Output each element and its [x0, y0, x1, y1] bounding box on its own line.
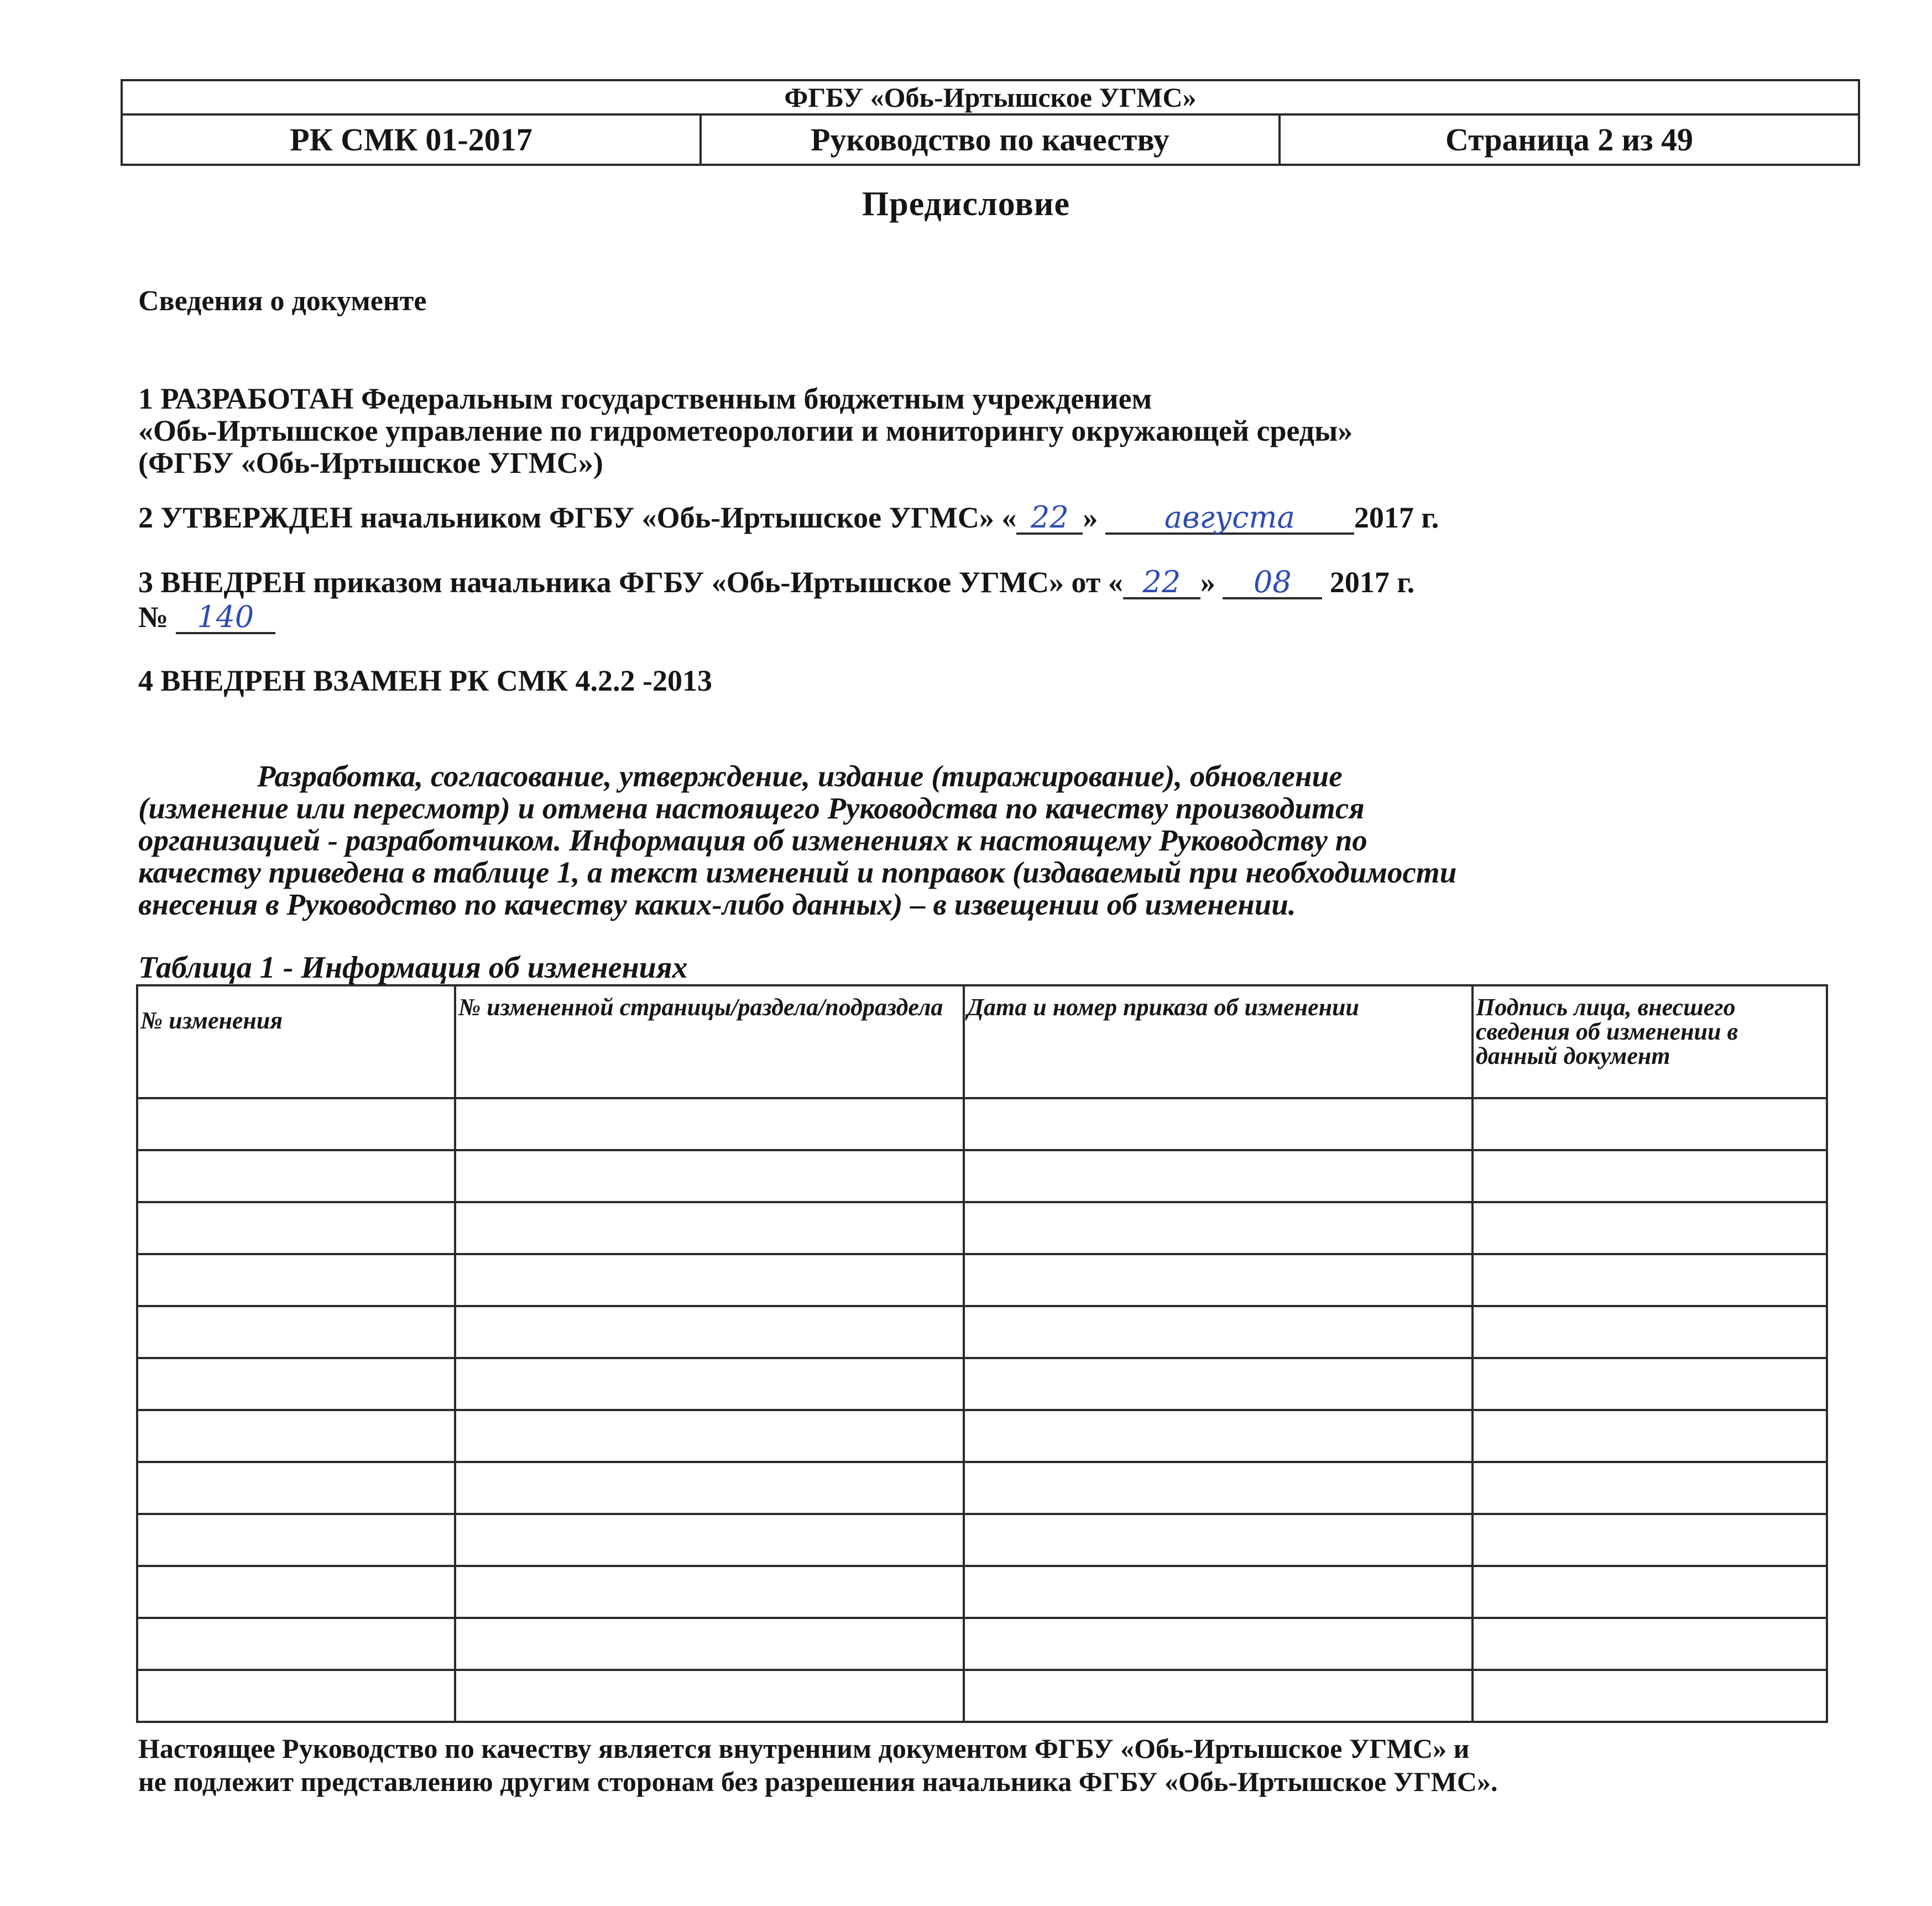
table-cell: [455, 1098, 964, 1150]
table-cell: [137, 1462, 455, 1514]
item3-prefix: 3 ВНЕДРЕН приказом начальника ФГБУ «Обь-Иртышское УГМС» от «: [138, 566, 1123, 599]
paragraph-line2: (изменение или пересмотр) и отмена настоящего Руководства по качеству производится: [138, 791, 1365, 825]
item2-day-handwritten: 22: [1016, 503, 1083, 535]
table-cell: [137, 1618, 455, 1670]
table-cell: [964, 1670, 1473, 1722]
table-cell: [964, 1410, 1473, 1462]
table-cell: [1473, 1098, 1827, 1150]
page-title: Предисловие: [862, 185, 1070, 223]
table-cell: [1473, 1202, 1827, 1254]
item3-implemented-line: [138, 565, 1414, 599]
column-header-order-date: Дата и номер приказа об изменении: [964, 985, 1473, 1098]
item3-number-handwritten: 140: [176, 602, 275, 634]
item2-quote: »: [1083, 501, 1098, 534]
table-row: [137, 1514, 1827, 1566]
table-cell: [455, 1254, 964, 1306]
table-cell: [1473, 1150, 1827, 1202]
item3-number-line: [138, 600, 275, 634]
item2-prefix: 2 УТВЕРЖДЕН начальником ФГБУ «Обь-Иртышское УГМС» «: [138, 501, 1017, 534]
footer-line2: не подлежит представлению другим сторонам без разрешения начальника ФГБУ «Обь-Иртышское УГМС».: [138, 1766, 1498, 1797]
document-code: РК СМК 01-2017: [122, 114, 701, 165]
paragraph-line5: внесения в Руководство по качеству каких-либо данных) – в извещении об изменении.: [138, 887, 1296, 921]
document-title: Руководство по качеству: [701, 114, 1280, 165]
paragraph-line4: качеству приведена в таблице 1, а текст изменений и поправок (издаваемый при необходимости: [138, 855, 1457, 889]
table-cell: [1473, 1410, 1827, 1462]
table-cell: [455, 1566, 964, 1618]
revision-info-paragraph: [138, 760, 1839, 921]
table-cell: [1473, 1618, 1827, 1670]
table-cell: [964, 1306, 1473, 1358]
table-cell: [1473, 1306, 1827, 1358]
table-row: [137, 1618, 1827, 1670]
table-cell: [137, 1098, 455, 1150]
table-cell: [455, 1618, 964, 1670]
item1-line1: 1 РАЗРАБОТАН Федеральным государственным бюджетным учреждением: [138, 382, 1152, 415]
table-cell: [1473, 1514, 1827, 1566]
table-cell: [455, 1202, 964, 1254]
footer-line1: Настоящее Руководство по качеству является внутренним документом ФГБУ «Обь-Иртышское УГМС» и: [138, 1733, 1470, 1764]
table-cell: [137, 1306, 455, 1358]
table-cell: [137, 1410, 455, 1462]
organization-name: ФГБУ «Обь-Иртышское УГМС»: [122, 80, 1859, 114]
table-cell: [455, 1514, 964, 1566]
table-cell: [455, 1358, 964, 1410]
confidentiality-note: [138, 1732, 1839, 1798]
table-cell: [455, 1306, 964, 1358]
item4-replaces: 4 ВНЕДРЕН ВЗАМЕН РК СМК 4.2.2 -2013: [138, 664, 712, 697]
column-header-changed-pages: № измененной страницы/раздела/подраздела: [455, 985, 964, 1098]
column-header-signature: Подпись лица, внесшего сведения об изменении в данный документ: [1473, 985, 1827, 1098]
item3-suffix: 2017 г.: [1329, 566, 1415, 599]
table-cell: [137, 1202, 455, 1254]
table-cell: [137, 1358, 455, 1410]
table-cell: [455, 1462, 964, 1514]
table-cell: [137, 1670, 455, 1722]
table-row: [137, 1254, 1827, 1306]
table-cell: [1473, 1566, 1827, 1618]
item3-day-handwritten: 22: [1123, 567, 1200, 599]
paragraph-line1: Разработка, согласование, утверждение, издание (тиражирование), обновление: [257, 759, 1343, 793]
table-cell: [137, 1254, 455, 1306]
item3-month-handwritten: 08: [1223, 567, 1322, 599]
table-cell: [964, 1566, 1473, 1618]
table-cell: [1473, 1462, 1827, 1514]
table-row: [137, 1410, 1827, 1462]
changes-table-header-row: [137, 985, 1827, 1098]
page-number: Страница 2 из 49: [1280, 114, 1859, 165]
section-heading: Сведения о документе: [138, 285, 427, 317]
item3-quote: »: [1200, 566, 1215, 599]
item3-number-label: №: [138, 600, 169, 634]
table-cell: [964, 1098, 1473, 1150]
table-cell: [455, 1150, 964, 1202]
table-cell: [455, 1410, 964, 1462]
table-row: [137, 1306, 1827, 1358]
table-row: [137, 1462, 1827, 1514]
table-caption: Таблица 1 - Информация об изменениях: [138, 951, 688, 985]
table-cell: [137, 1566, 455, 1618]
item2-approved-line: [138, 500, 1439, 535]
table-cell: [137, 1150, 455, 1202]
changes-table: [136, 984, 1828, 1723]
paragraph-line3: организацией - разработчиком. Информация об изменениях к настоящему Руководству по: [138, 823, 1367, 857]
document-header-table: [121, 79, 1860, 166]
column-header-change-number: № изменения: [137, 985, 455, 1098]
table-cell: [1473, 1254, 1827, 1306]
table-cell: [964, 1462, 1473, 1514]
item1-line2: «Обь-Иртышское управление по гидрометеорологии и мониторингу окружающей среды»: [138, 414, 1353, 447]
table-row: [137, 1202, 1827, 1254]
changes-table-body: [137, 1098, 1827, 1722]
table-cell: [964, 1358, 1473, 1410]
table-cell: [964, 1618, 1473, 1670]
table-cell: [964, 1150, 1473, 1202]
item2-month-handwritten: августа: [1105, 503, 1354, 535]
item1-line3: (ФГБУ «Обь-Иртышское УГМС»): [138, 446, 603, 479]
table-cell: [137, 1514, 455, 1566]
table-cell: [964, 1202, 1473, 1254]
table-cell: [1473, 1358, 1827, 1410]
table-row: [137, 1670, 1827, 1722]
table-cell: [964, 1254, 1473, 1306]
table-cell: [1473, 1670, 1827, 1722]
table-row: [137, 1358, 1827, 1410]
table-cell: [455, 1670, 964, 1722]
item2-suffix: 2017 г.: [1354, 501, 1439, 534]
table-row: [137, 1566, 1827, 1618]
table-cell: [964, 1514, 1473, 1566]
table-row: [137, 1098, 1827, 1150]
table-row: [137, 1150, 1827, 1202]
